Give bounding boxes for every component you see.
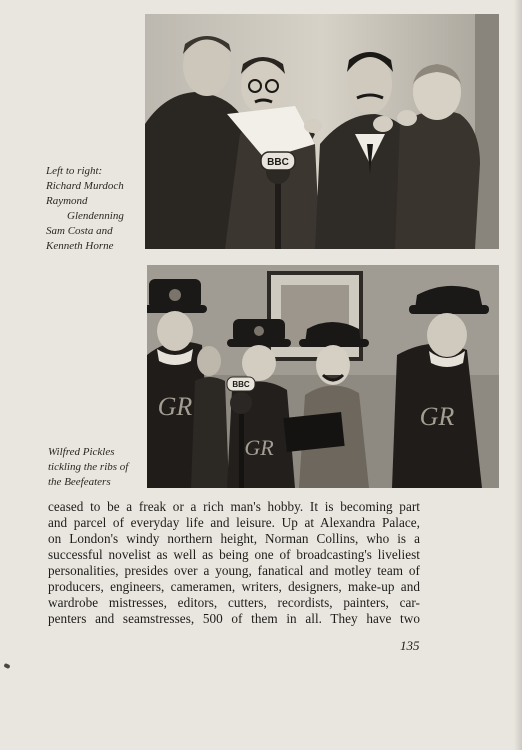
caption-line: Raymond — [46, 195, 88, 207]
bbc-mic-badge: BBC — [267, 157, 289, 168]
body-line: on London's windy northern height, Norman Collins, who is a — [48, 531, 420, 546]
body-line: successful novelist as well as being one of broadcasting's liveliest — [48, 547, 420, 562]
page-number: 135 — [400, 638, 420, 653]
royal-monogram: GR — [244, 435, 274, 460]
photo-beefeaters — [147, 265, 499, 488]
body-line: and parcel of everyday life and leisure. Up at Alexandra Palace, — [48, 515, 420, 530]
caption-line: Left to right: — [46, 165, 103, 177]
royal-monogram: GR — [419, 402, 455, 431]
body-line: personalities, presides over a young, fanatical and motley team of — [48, 563, 420, 578]
bbc-mic-badge: BBC — [232, 380, 250, 389]
caption-line: the Beefeaters — [48, 476, 111, 488]
caption-line: Sam Costa and — [46, 225, 113, 237]
royal-monogram: GR — [157, 392, 193, 421]
caption-line: Richard Murdoch — [46, 180, 124, 192]
page-edge-shadow — [514, 0, 522, 750]
page-speck — [3, 663, 10, 669]
caption-top-photo — [46, 164, 141, 254]
photo-radio-comedians — [145, 14, 499, 249]
body-paragraph — [48, 499, 420, 627]
caption-line: Kenneth Horne — [46, 240, 114, 252]
caption-line: Wilfred Pickles — [48, 446, 115, 458]
caption-line: tickling the ribs of — [48, 461, 129, 473]
body-line: producers, engineers, cameramen, writers, designers, make-up and — [48, 579, 420, 594]
caption-bottom-photo — [48, 445, 146, 490]
caption-line: Glendenning — [67, 210, 124, 222]
body-line: ceased to be a freak or a rich man's hobby. It is becoming part — [48, 499, 420, 514]
body-line: wardrobe mistresses, editors, cutters, recordists, painters, car- — [48, 595, 420, 610]
body-line: penters and seamstresses, 500 of them in all. They have two — [48, 611, 420, 626]
